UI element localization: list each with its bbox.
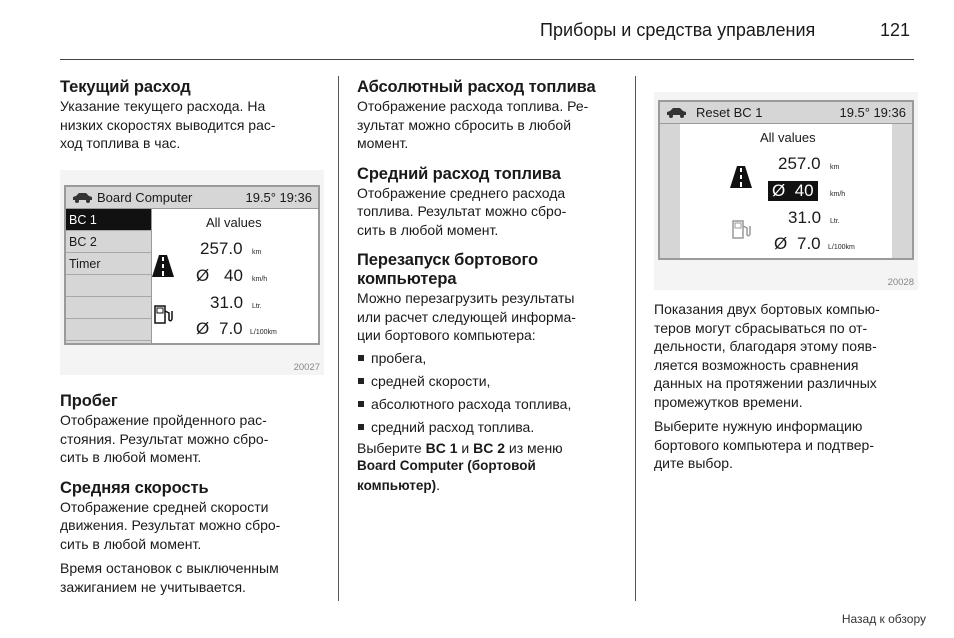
avg-consumption-symbol: Ø (774, 234, 788, 253)
section-title-absolute-consumption: Абсолютный расход топлива (357, 78, 596, 96)
column-1 (60, 78, 325, 153)
fuel-used-unit: Ltr. (830, 218, 840, 225)
list-item: абсолютного расхода топлива, (357, 393, 622, 416)
display-time: 19:36 (279, 190, 312, 205)
page-header-title: Приборы и средства управления (540, 20, 816, 40)
display-temperature: 19.5° (839, 105, 870, 120)
display-reset-bc1 (658, 100, 914, 260)
section-text-line: Выберите нужную информацию (654, 418, 863, 434)
avg-speed-value: 40 (224, 266, 243, 285)
avg-consumption-unit: L/100km (250, 329, 277, 336)
avg-speed-unit: km/h (252, 276, 268, 283)
menu-item-bc2[interactable]: BC 2 (66, 231, 151, 253)
menu-name: Board Computer (бортовой (357, 458, 536, 473)
section-text-line: сить в любой момент. (357, 221, 499, 238)
section-text-line: низких скоростях выводится рас- (60, 116, 276, 133)
section-title-current-consumption: Текущий расход (60, 78, 191, 96)
avg-speed-symbol: Ø (772, 181, 786, 200)
section-text-line: стояния. Результат можно сбро- (60, 430, 269, 447)
fuel-pump-icon (154, 303, 174, 325)
section-text-line: промежутков времени. (654, 393, 803, 410)
bc2-term: BC 2 (473, 439, 506, 456)
menu-empty-row (66, 319, 151, 341)
car-icon (665, 107, 687, 118)
avg-speed-highlight[interactable] (768, 181, 818, 201)
section-text-line: зажиганием не учитывается. (60, 578, 246, 595)
section-text-line: Отображение среднего расхода (357, 184, 566, 201)
section-text-line: Отображение средней скорости (60, 498, 269, 515)
back-to-overview-link[interactable]: Назад к обзору (841, 612, 926, 626)
bullet-square-icon (358, 378, 364, 384)
menu-empty-row (66, 297, 151, 319)
bullet-square-icon (358, 401, 364, 407)
avg-speed-symbol: Ø (196, 266, 210, 285)
distance-value: 257.0 (778, 154, 821, 173)
display-top-bar (66, 187, 318, 209)
display-top-bar (660, 102, 912, 124)
section-title-reset: Перезапуск бортового (357, 251, 539, 269)
column-divider-2 (635, 76, 636, 601)
section-text-line: ляется возможность сравнения (654, 356, 859, 373)
avg-speed-value: 40 (794, 181, 814, 200)
column-3 (654, 300, 919, 473)
display-temperature: 19.5° (245, 190, 276, 205)
list-item: средний расход топлива. (357, 416, 622, 439)
display-title: Board Computer (97, 190, 193, 205)
section-text-line: момент. (357, 135, 409, 151)
section-text-line: дите выбор. (654, 455, 733, 471)
section-text-line: движения. Результат можно сбро- (60, 517, 281, 533)
bullet-square-icon (358, 424, 364, 430)
list-item: пробега, (357, 347, 622, 370)
section-text-line: или расчет следующей информа- (357, 308, 576, 325)
select-instruction: Выберите BC 1 и BC 2 из меню (357, 439, 563, 456)
section-title-mileage: Пробег (60, 392, 118, 410)
fuel-used-unit: Ltr. (252, 303, 262, 310)
section-title-reset-line2: компьютера (357, 270, 457, 288)
avg-consumption-value: 7.0 (797, 234, 821, 253)
section-text-line: Время остановок с выключенным (60, 560, 279, 576)
figure-id: 20028 (887, 277, 914, 288)
section-text-line: бортового компьютера и подтвер- (654, 436, 874, 453)
display-board-computer (64, 185, 320, 345)
section-text-line: сить в любой момент. (60, 449, 202, 465)
avg-speed-unit: km/h (830, 191, 846, 198)
list-item: средней скорости, (357, 370, 622, 393)
figure-reset-bc1 (654, 92, 918, 290)
bc1-term: BC 1 (425, 439, 458, 456)
display-side-panel-left (660, 124, 680, 258)
road-icon (152, 255, 174, 277)
section-text-line: Показания двух бортовых компью- (654, 301, 880, 317)
section-text-line: ции бортового компьютера: (357, 327, 536, 343)
section-title-avg-consumption: Средний расход топлива (357, 164, 561, 183)
figure-id: 20027 (293, 362, 320, 373)
menu-name-line2: компьютер). (357, 476, 441, 493)
column-divider-1 (338, 76, 339, 601)
menu-item-bc1[interactable]: BC 1 (66, 209, 151, 231)
car-icon (71, 192, 93, 203)
section-text-line: сить в любой момент. (60, 535, 202, 552)
section-text-line: Отображение пройденного рас- (60, 412, 267, 428)
distance-unit: km (830, 164, 840, 171)
display-time: 19:36 (873, 105, 906, 120)
header-rule (60, 59, 914, 60)
column-1-lower (60, 392, 325, 596)
avg-consumption-value: 7.0 (219, 319, 243, 338)
column-2 (357, 78, 622, 495)
menu-empty-row (66, 275, 151, 297)
section-text-line: Отображение расхода топлива. Ре- (357, 98, 589, 114)
display-title: Reset BC 1 (696, 105, 763, 120)
section-text-line: дельности, благодаря этому появ- (654, 338, 877, 354)
section-title-avg-speed: Средняя скорость (60, 478, 209, 497)
fuel-used-value: 31.0 (788, 208, 822, 227)
menu-item-timer[interactable]: Timer (66, 253, 151, 275)
fuel-pump-icon (732, 218, 752, 240)
distance-value: 257.0 (200, 239, 243, 258)
figure-board-computer (60, 170, 324, 375)
page-number: 121 (880, 20, 911, 40)
section-text-line: топлива. Результат можно сбро- (357, 203, 567, 219)
section-text-line: Указание текущего расхода. На (60, 98, 266, 114)
section-text-line: зультат можно сбросить в любой (357, 116, 572, 133)
distance-unit: km (252, 249, 262, 256)
avg-consumption-symbol: Ø (196, 319, 210, 338)
section-text-line: Можно перезагрузить результаты (357, 290, 575, 306)
all-values-label: All values (206, 215, 262, 230)
section-text-line: теров могут сбрасываться по от- (654, 319, 868, 336)
section-text-line: ход топлива в час. (60, 135, 181, 151)
all-values-label: All values (760, 130, 816, 145)
bullet-square-icon (358, 355, 364, 361)
display-menu (66, 209, 152, 343)
section-text-line: данных на протяжении различных (654, 375, 877, 391)
reset-items-list (357, 347, 622, 439)
road-icon (730, 166, 752, 188)
fuel-used-value: 31.0 (210, 293, 244, 312)
avg-consumption-unit: L/100km (828, 244, 855, 251)
display-side-panel-right (892, 124, 912, 258)
